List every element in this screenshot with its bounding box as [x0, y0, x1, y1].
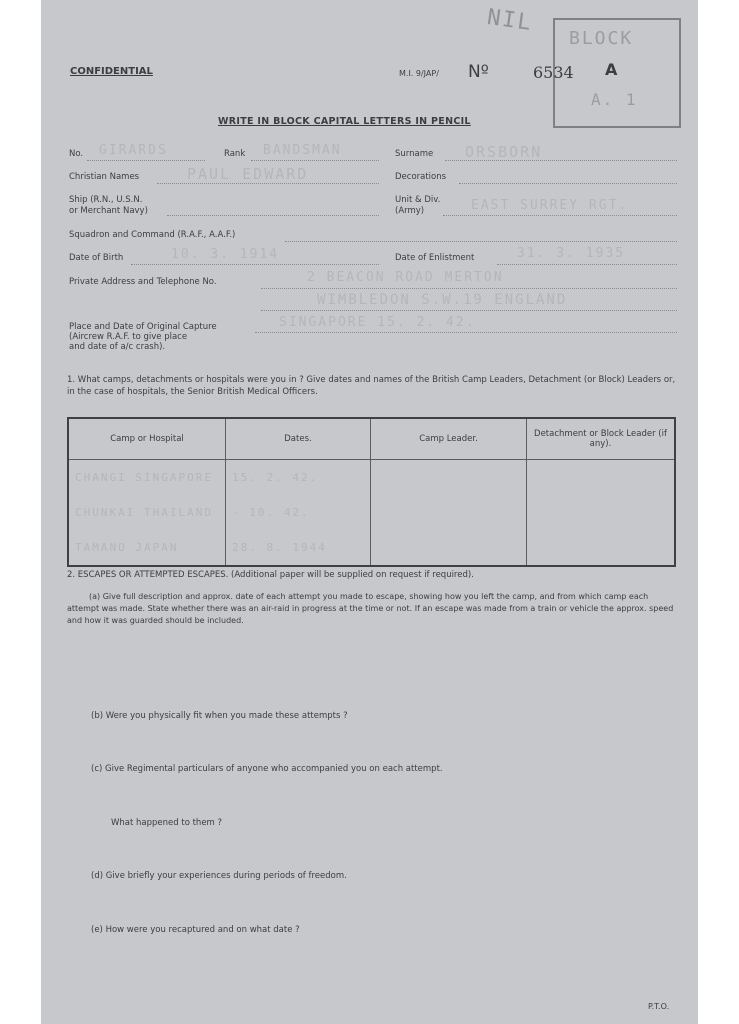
- section-2-title: 2. ESCAPES OR ATTEMPTED ESCAPES. (Additional paper will be supplied on request if required).: [67, 570, 474, 580]
- header-camp-leader: Camp Leader.: [371, 418, 527, 460]
- instruction-heading: WRITE IN BLOCK CAPITAL LETTERS IN PENCIL: [218, 116, 471, 127]
- stamp-text: BLOCK: [569, 28, 634, 49]
- camp-cell: CHANGI SINGAPORE: [68, 460, 226, 496]
- camp-cell: CHUNKAI THAILAND: [68, 495, 226, 530]
- address-line2: WIMBLEDON S.W.19 ENGLAND: [317, 292, 568, 308]
- no-value: GIRARDS: [99, 143, 168, 158]
- enlistment-value: 31. 3. 1935: [517, 246, 626, 261]
- surname-label: Surname: [395, 149, 434, 159]
- address-label: Private Address and Telephone No.: [69, 277, 217, 287]
- ship-label: Ship (R.N., U.S.N. or Merchant Navy): [69, 195, 148, 216]
- section-2d: (d) Give briefly your experiences during periods of freedom.: [91, 871, 347, 881]
- detachment-cell: [527, 495, 676, 530]
- christian-names-label: Christian Names: [69, 172, 140, 182]
- section-2c-followup: What happened to them ?: [111, 818, 223, 828]
- capture-value: SINGAPORE 15. 2. 42.: [279, 315, 476, 330]
- leader-cell: [371, 530, 527, 566]
- category-letter: A: [605, 60, 618, 79]
- capture-label: Place and Date of Original Capture (Aircrew R.A.F. to give place and date of a/c crash).: [69, 322, 217, 352]
- date-cell: 15. 2. 42.: [226, 460, 371, 496]
- form-page: [41, 0, 698, 1024]
- confidential-label: CONFIDENTIAL: [70, 66, 153, 77]
- section-2e: (e) How were you recaptured and on what date ?: [91, 925, 300, 935]
- no-label: No.: [69, 149, 84, 159]
- section-2a: (a) Give full description and approx. date of each attempt you made to escape, showing how you left the camp, and from which camp each attempt was made. State whether there was an air-raid in progress at the time or not. If an escape was made from a train or vehicle the approx. speed and how it was guarded should be included.: [67, 592, 674, 625]
- unit-value: EAST SURREY RGT.: [471, 198, 629, 213]
- dob-label: Date of Birth: [69, 253, 124, 263]
- leader-cell: [371, 495, 527, 530]
- leader-cell: [371, 460, 527, 496]
- date-cell: - 10. 42.: [226, 495, 371, 530]
- header-camp: Camp or Hospital: [68, 418, 226, 460]
- header-detachment-leader: Detachment or Block Leader (if any).: [527, 418, 676, 460]
- squadron-label: Squadron and Command (R.A.F., A.A.F.): [69, 230, 236, 240]
- unit-label: Unit & Div. (Army): [395, 195, 441, 216]
- enlistment-label: Date of Enlistment: [395, 253, 475, 263]
- nil-annotation: NIL: [485, 4, 535, 37]
- camps-table: [67, 417, 676, 567]
- section-2b: (b) Were you physically fit when you made these attempts ?: [91, 711, 348, 721]
- dob-value: 10. 3. 1914: [171, 247, 280, 262]
- detachment-cell: [527, 460, 676, 496]
- stamp-code: A. 1: [591, 90, 638, 109]
- pto-label: P.T.O.: [648, 1002, 670, 1011]
- date-cell: 28. 8. 1944: [226, 530, 371, 566]
- address-line1: 2 BEACON ROAD MERTON: [307, 270, 504, 285]
- table-row: [68, 530, 675, 566]
- form-code: M.I. 9/JAP/: [399, 69, 439, 78]
- rank-value: BANDSMAN: [263, 143, 342, 158]
- rank-label: Rank: [224, 149, 246, 159]
- section-2c: (c) Give Regimental particulars of anyone who accompanied you on each attempt.: [91, 764, 443, 774]
- camp-cell: TAMANO JAPAN: [68, 530, 226, 566]
- christian-names-value: PAUL EDWARD: [187, 165, 309, 183]
- decorations-label: Decorations: [395, 172, 447, 182]
- number-label: Nº: [468, 62, 489, 82]
- form-number: 6534: [533, 63, 574, 82]
- detachment-cell: [527, 530, 676, 566]
- table-row: [68, 460, 675, 496]
- question-1: 1. What camps, detachments or hospitals were you in ? Give dates and names of the British Camp Leaders, Detachment (or Block) Leaders or, in the case of hospitals, the Senior British Medical Officers.: [67, 375, 676, 397]
- table-row: [68, 495, 675, 530]
- header-dates: Dates.: [226, 418, 371, 460]
- surname-value: ORSBORN: [465, 143, 543, 161]
